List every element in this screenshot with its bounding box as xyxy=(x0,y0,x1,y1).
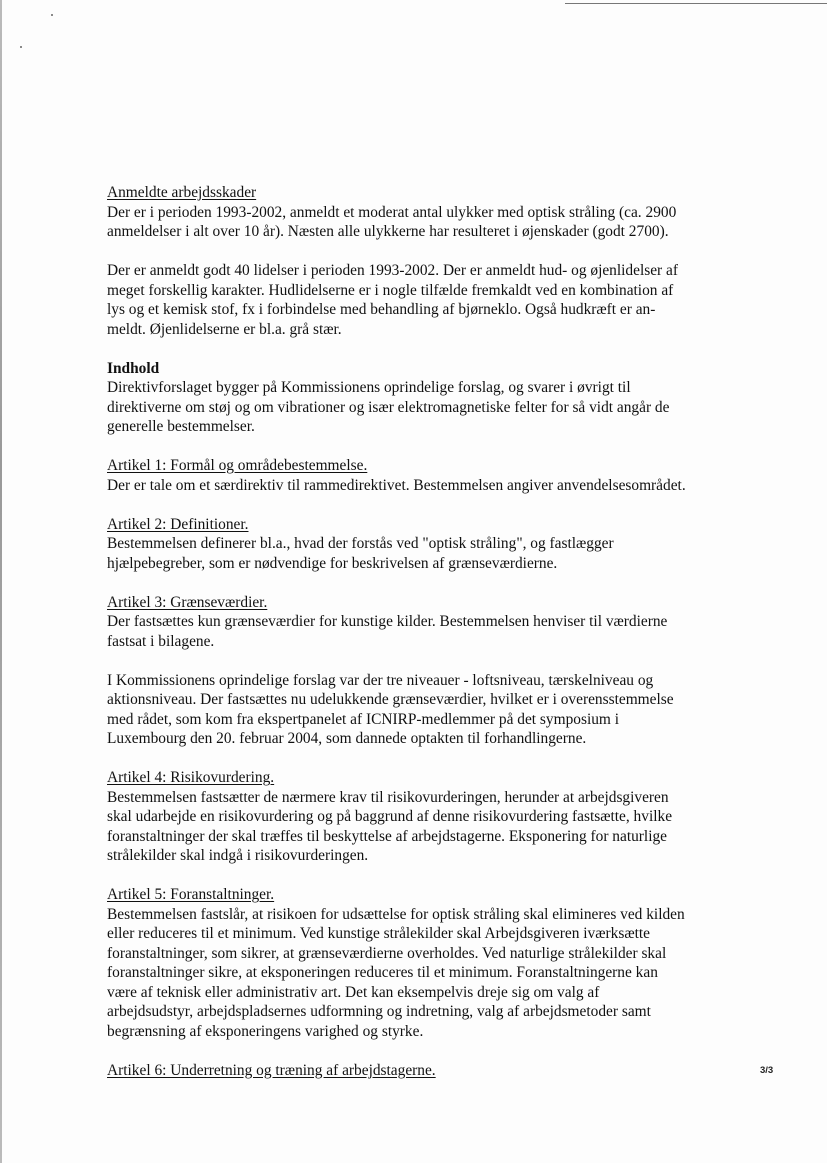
text-line: foranstaltninger der skal træffes til beskyttelse af arbejdstagerne. Eksponering for naturlige xyxy=(107,827,668,845)
section-heading: Artikel 5: Foranstaltninger. xyxy=(107,886,275,903)
text-line: arbejdsudstyr, arbejdspladsernes udformning og indretning, valg af arbejdsmetoder samt xyxy=(107,1003,651,1020)
text-line: Bestemmelsen fastsætter de nærmere krav til risikovurderingen, herunder at arbejdsgiveren xyxy=(107,788,669,806)
text-line: Luxembourg den 20. februar 2004, som dannede optakten til forhandlingerne. xyxy=(107,730,587,747)
text-line: direktiverne om støj og om vibrationer og især elektromagnetiske felter for så vidt angår de xyxy=(107,398,670,416)
section-artikel-2 xyxy=(107,515,747,574)
text-line: Der er tale om et særdirektiv til rammedirektivet. Bestemmelsen angiver anvendelsesområdet. xyxy=(107,476,686,494)
text-line: strålekilder skal indgå i risikovurderingen. xyxy=(107,847,369,864)
text-line: være af teknisk eller administrativ art. Det kan eksempelvis dreje sig om valg af xyxy=(107,983,600,1001)
document-body xyxy=(107,183,747,1100)
scan-speck xyxy=(20,46,22,48)
text-line: foranstaltninger sikre, at eksponeringen reduceres til et minimum. Foranstaltningerne kan xyxy=(107,964,658,981)
text-line: Bestemmelsen definerer bl.a., hvad der forstås ved "optisk stråling", og fastlægger xyxy=(107,535,614,552)
scan-edge-top xyxy=(565,3,827,4)
text-line: eller reduceres til et minimum. Ved kunstige strålekilder skal Arbejdsgiveren iværksætte xyxy=(107,925,650,942)
section-heading: Artikel 2: Definitioner. xyxy=(107,515,249,533)
scan-edge-left xyxy=(0,0,2,1163)
section-heading: Artikel 3: Grænseværdier. xyxy=(107,593,268,611)
section-heading: Anmeldte arbejdsskader xyxy=(107,184,257,201)
text-line: lys og et kemisk stof, fx i forbindelse med behandling af bjørneklo. Også hudkræft er an- xyxy=(107,301,656,318)
section-artikel-5 xyxy=(107,885,747,1041)
text-line: I Kommissionens oprindelige forslag var der tre niveauer - loftsniveau, tærskelniveau og xyxy=(107,671,654,689)
text-line: Direktivforslaget bygger på Kommissionens oprindelige forslag, og svarer i øvrigt til xyxy=(107,379,631,396)
text-line: Der er anmeldt godt 40 lidelser i perioden 1993-2002. Der er anmeldt hud- og øjenlidelser af xyxy=(107,262,678,279)
section-heading: Artikel 6: Underretning og træning af arbejdstagerne. xyxy=(107,1061,436,1079)
text-line: Der fastsættes kun grænseværdier for kunstige kilder. Bestemmelsen henviser til værdierne xyxy=(107,613,668,630)
section-artikel-6 xyxy=(107,1061,747,1081)
text-line: meldt. Øjenlidelserne er bl.a. grå stær. xyxy=(107,320,342,338)
text-line: Bestemmelsen fastslår, at risikoen for udsættelse for optisk stråling skal elimineres ved kilden xyxy=(107,905,685,923)
text-line: aktionsniveau. Der fastsættes nu udelukkende grænseværdier, hvilket er i overensstemmelse xyxy=(107,691,674,708)
paragraph xyxy=(107,261,747,339)
text-line: generelle bestemmelser. xyxy=(107,418,255,435)
text-line: med rådet, som kom fra ekspertpanelet af ICNIRP-medlemmer på det symposium i xyxy=(107,710,620,728)
section-artikel-4 xyxy=(107,768,747,866)
section-anmeldte xyxy=(107,183,747,242)
text-line: Der er i perioden 1993-2002, anmeldt et moderat antal ulykker med optisk stråling (ca. 2900 xyxy=(107,203,677,221)
paragraph xyxy=(107,671,747,749)
section-heading: Artikel 4: Risikovurdering. xyxy=(107,769,275,786)
text-line: meget forskellig karakter. Hudlidelserne er i nogle tilfælde fremkaldt ved en kombination af xyxy=(107,281,674,299)
text-line: begrænsning af eksponeringens varighed og styrke. xyxy=(107,1022,424,1040)
section-heading: Artikel 1: Formål og områdebestemmelse. xyxy=(107,457,368,474)
page-number: 3/3 xyxy=(760,1065,774,1076)
section-artikel-3 xyxy=(107,593,747,652)
text-line: anmeldelser i alt over 10 år). Næsten alle ulykkerne har resulteret i øjenskader (godt 2700). xyxy=(107,223,669,240)
text-line: foranstaltninger, som sikrer, at grænseværdierne overholdes. Ved naturlige strålekilder skal xyxy=(107,944,667,962)
text-line: skal udarbejde en risikovurdering og på baggrund af denne risikovurdering fastsætte, hvilke xyxy=(107,808,673,825)
section-artikel-1 xyxy=(107,456,747,495)
section-heading: Indhold xyxy=(107,359,160,377)
scan-speck xyxy=(51,14,53,16)
text-line: fastsat i bilagene. xyxy=(107,632,215,650)
text-line: hjælpebegreber, som er nødvendige for beskrivelsen af grænseværdierne. xyxy=(107,554,558,572)
section-indhold xyxy=(107,359,747,437)
